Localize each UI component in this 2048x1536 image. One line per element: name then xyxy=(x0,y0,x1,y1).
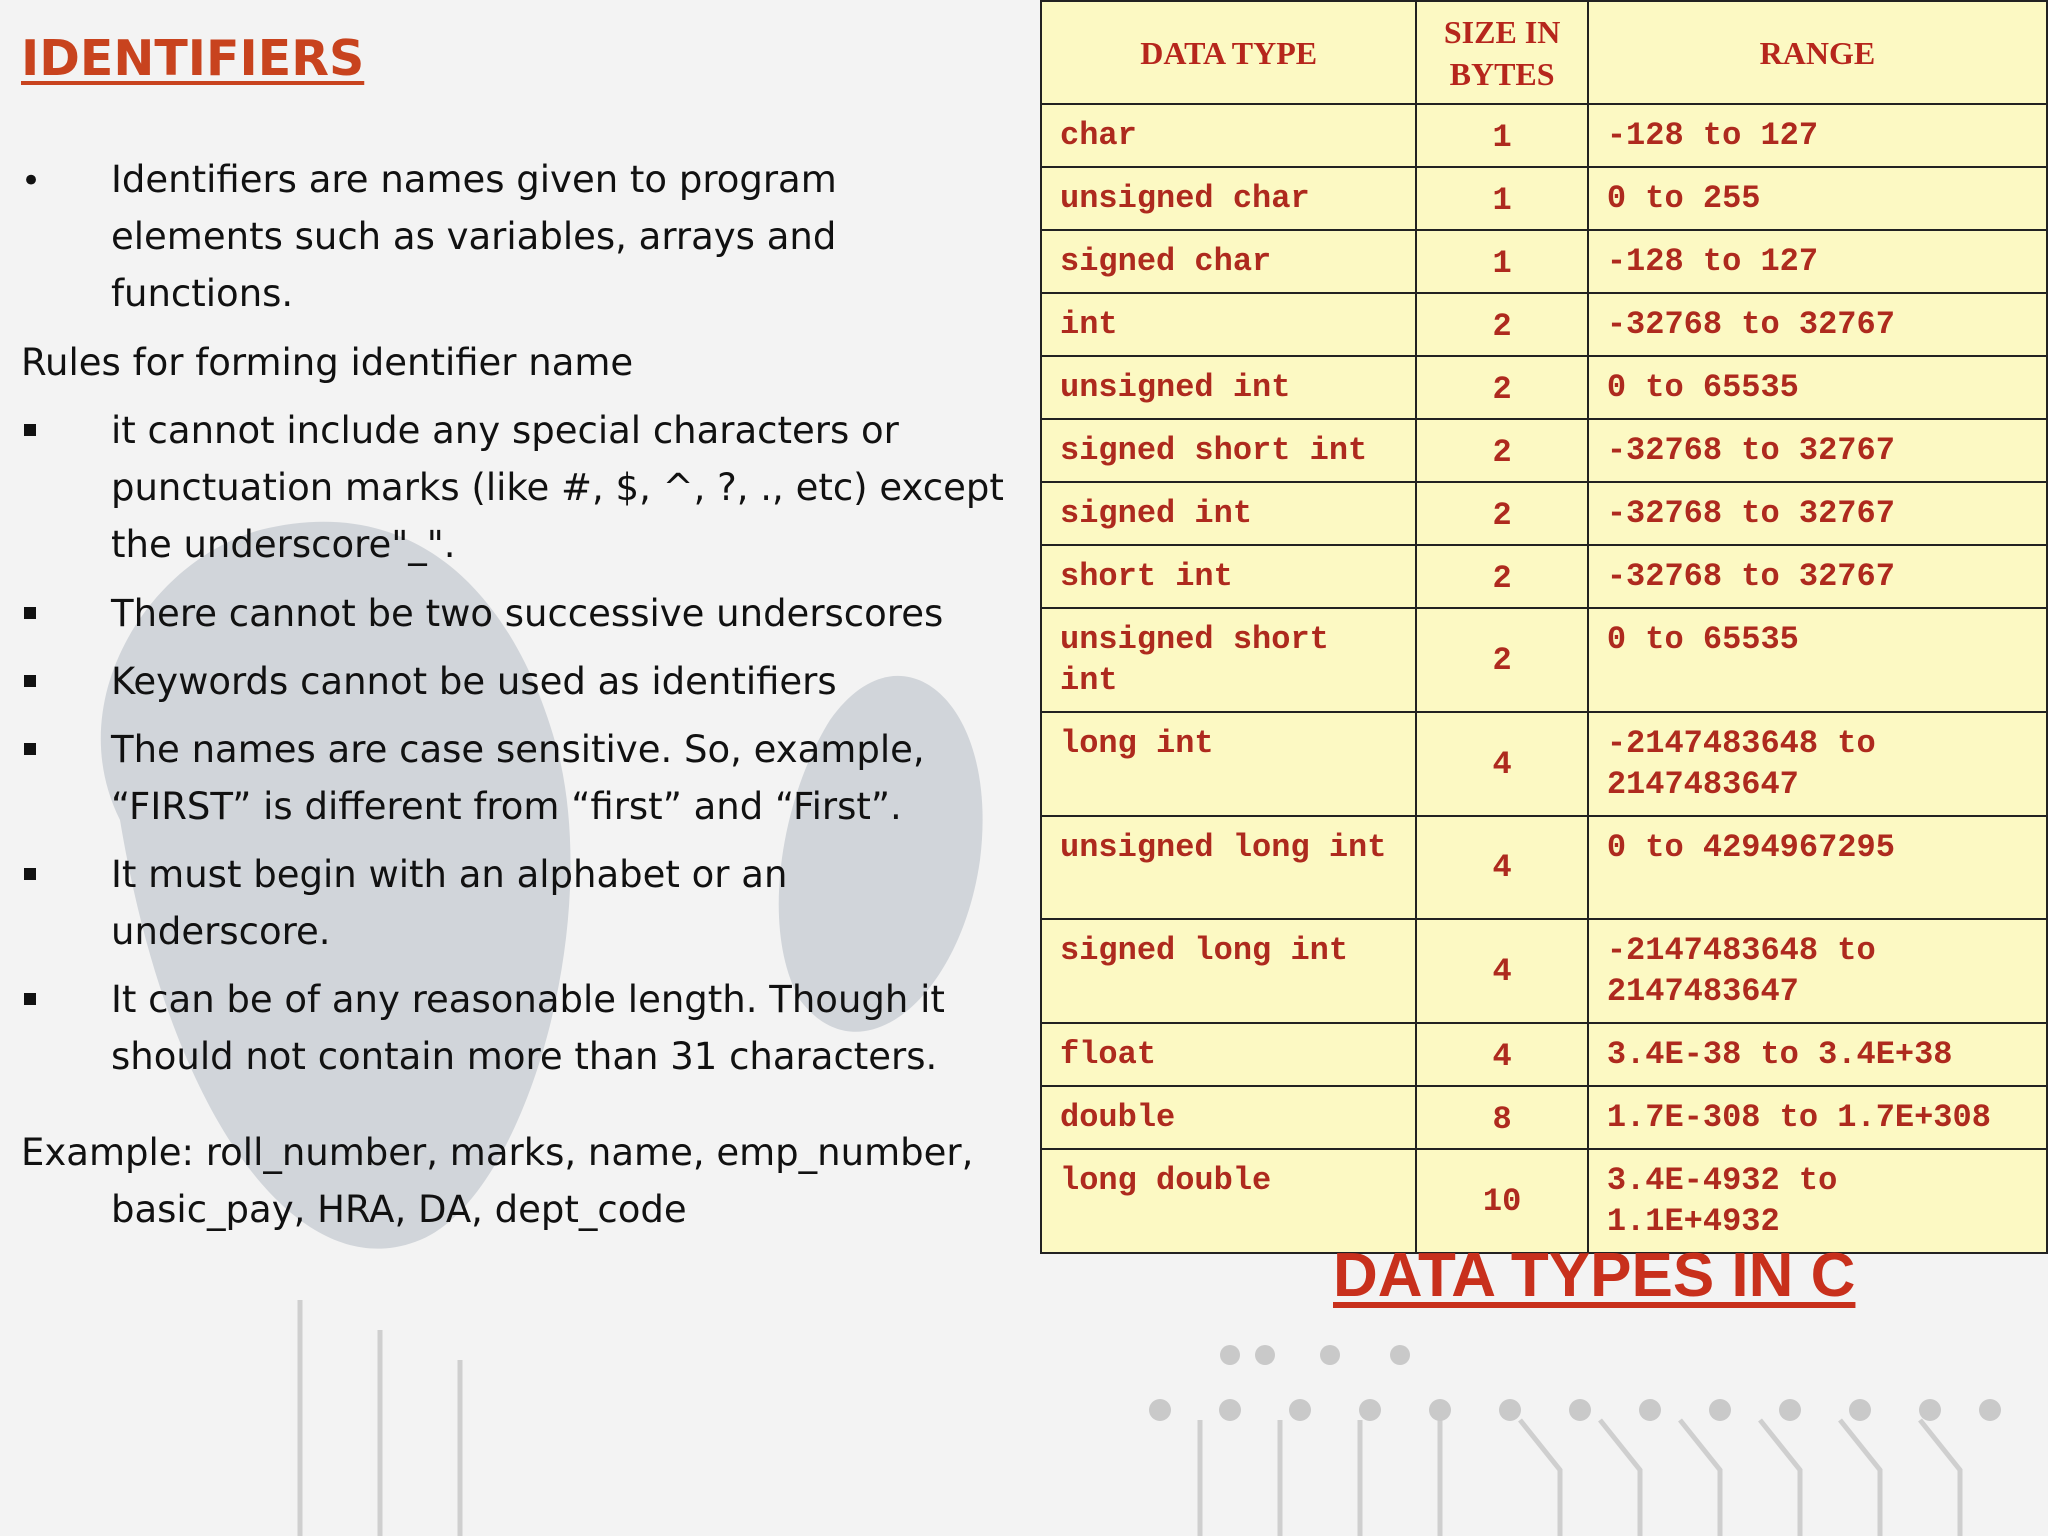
identifiers-title: IDENTIFIERS xyxy=(21,30,365,87)
table-row xyxy=(1041,1023,2047,1086)
table-row xyxy=(1041,545,2047,608)
type-cell: signed char xyxy=(1041,230,1416,293)
type-cell: unsigned long int xyxy=(1041,816,1416,919)
table-row xyxy=(1041,419,2047,482)
size-cell: 1 xyxy=(1416,104,1587,167)
header-size: SIZE IN BYTES xyxy=(1416,1,1587,104)
rule-text: There cannot be two successive underscores xyxy=(111,592,944,635)
size-cell: 2 xyxy=(1416,545,1587,608)
type-cell: float xyxy=(1041,1023,1416,1086)
bullet-dot-icon xyxy=(21,151,61,210)
table-row xyxy=(1041,230,2047,293)
square-bullet-icon xyxy=(21,971,61,1028)
range-cell: -128 to 127 xyxy=(1588,104,2047,167)
type-cell: signed short int xyxy=(1041,419,1416,482)
size-cell: 4 xyxy=(1416,1023,1587,1086)
table-row xyxy=(1041,816,2047,919)
header-range: RANGE xyxy=(1588,1,2047,104)
table-row xyxy=(1041,1086,2047,1149)
range-cell: 0 to 65535 xyxy=(1588,356,2047,419)
range-cell: -2147483648 to 2147483647 xyxy=(1588,712,2047,816)
type-cell: unsigned short int xyxy=(1041,608,1416,712)
rule-text: The names are case sensitive. So, example, “FIRST” is different from “first” and “First”. xyxy=(111,728,925,828)
size-cell: 1 xyxy=(1416,167,1587,230)
type-cell: short int xyxy=(1041,545,1416,608)
type-cell: char xyxy=(1041,104,1416,167)
size-cell: 4 xyxy=(1416,919,1587,1023)
range-cell: 3.4E-4932 to 1.1E+4932 xyxy=(1588,1149,2047,1253)
type-cell: int xyxy=(1041,293,1416,356)
table-row xyxy=(1041,712,2047,816)
rule-text: It must begin with an alphabet or an underscore. xyxy=(111,853,788,953)
range-cell: -2147483648 to 2147483647 xyxy=(1588,919,2047,1023)
square-bullet-icon xyxy=(21,721,61,778)
size-cell: 4 xyxy=(1416,816,1587,919)
intro-bullet-text: Identifiers are names given to program elements such as variables, arrays and functions. xyxy=(111,158,837,315)
rule-text: it cannot include any special characters or punctuation marks (like #, $, ^, ?, ., etc) except the underscore"_". xyxy=(111,409,1004,566)
range-cell: -32768 to 32767 xyxy=(1588,419,2047,482)
example-text: Example: roll_number, marks, name, emp_number, basic_pay, HRA, DA, dept_code xyxy=(21,1131,974,1231)
range-cell: -128 to 127 xyxy=(1588,230,2047,293)
square-bullet-icon xyxy=(21,846,61,903)
table-row xyxy=(1041,608,2047,712)
type-cell: long double xyxy=(1041,1149,1416,1253)
size-cell: 2 xyxy=(1416,419,1587,482)
range-cell: -32768 to 32767 xyxy=(1588,482,2047,545)
data-types-table xyxy=(1040,0,2048,1254)
type-cell: double xyxy=(1041,1086,1416,1149)
size-cell: 2 xyxy=(1416,482,1587,545)
size-cell: 1 xyxy=(1416,230,1587,293)
table-row xyxy=(1041,104,2047,167)
type-cell: unsigned char xyxy=(1041,167,1416,230)
range-cell: 0 to 65535 xyxy=(1588,608,2047,712)
size-cell: 2 xyxy=(1416,356,1587,419)
table-row xyxy=(1041,919,2047,1023)
size-cell: 2 xyxy=(1416,293,1587,356)
size-cell: 10 xyxy=(1416,1149,1587,1253)
table-row xyxy=(1041,482,2047,545)
table-row xyxy=(1041,293,2047,356)
table-row xyxy=(1041,356,2047,419)
square-bullet-icon xyxy=(21,653,61,710)
type-cell: unsigned int xyxy=(1041,356,1416,419)
rule-text: Keywords cannot be used as identifiers xyxy=(111,660,837,703)
rule-text: It can be of any reasonable length. Though it should not contain more than 31 characters. xyxy=(111,978,945,1078)
header-data-type: DATA TYPE xyxy=(1041,1,1416,104)
table-row xyxy=(1041,1149,2047,1253)
rules-heading: Rules for forming identifier name xyxy=(21,341,634,384)
size-cell: 4 xyxy=(1416,712,1587,816)
range-cell: 1.7E-308 to 1.7E+308 xyxy=(1588,1086,2047,1149)
size-cell: 8 xyxy=(1416,1086,1587,1149)
type-cell: signed long int xyxy=(1041,919,1416,1023)
table-row xyxy=(1041,167,2047,230)
type-cell: long int xyxy=(1041,712,1416,816)
range-cell: 0 to 4294967295 xyxy=(1588,816,2047,919)
data-types-caption: DATA TYPES IN C xyxy=(1333,1241,1856,1310)
range-cell: 0 to 255 xyxy=(1588,167,2047,230)
square-bullet-icon xyxy=(21,585,61,642)
range-cell: -32768 to 32767 xyxy=(1588,545,2047,608)
size-cell: 2 xyxy=(1416,608,1587,712)
data-types-table-wrap xyxy=(1040,0,2048,1254)
range-cell: -32768 to 32767 xyxy=(1588,293,2047,356)
square-bullet-icon xyxy=(21,402,61,459)
range-cell: 3.4E-38 to 3.4E+38 xyxy=(1588,1023,2047,1086)
type-cell: signed int xyxy=(1041,482,1416,545)
